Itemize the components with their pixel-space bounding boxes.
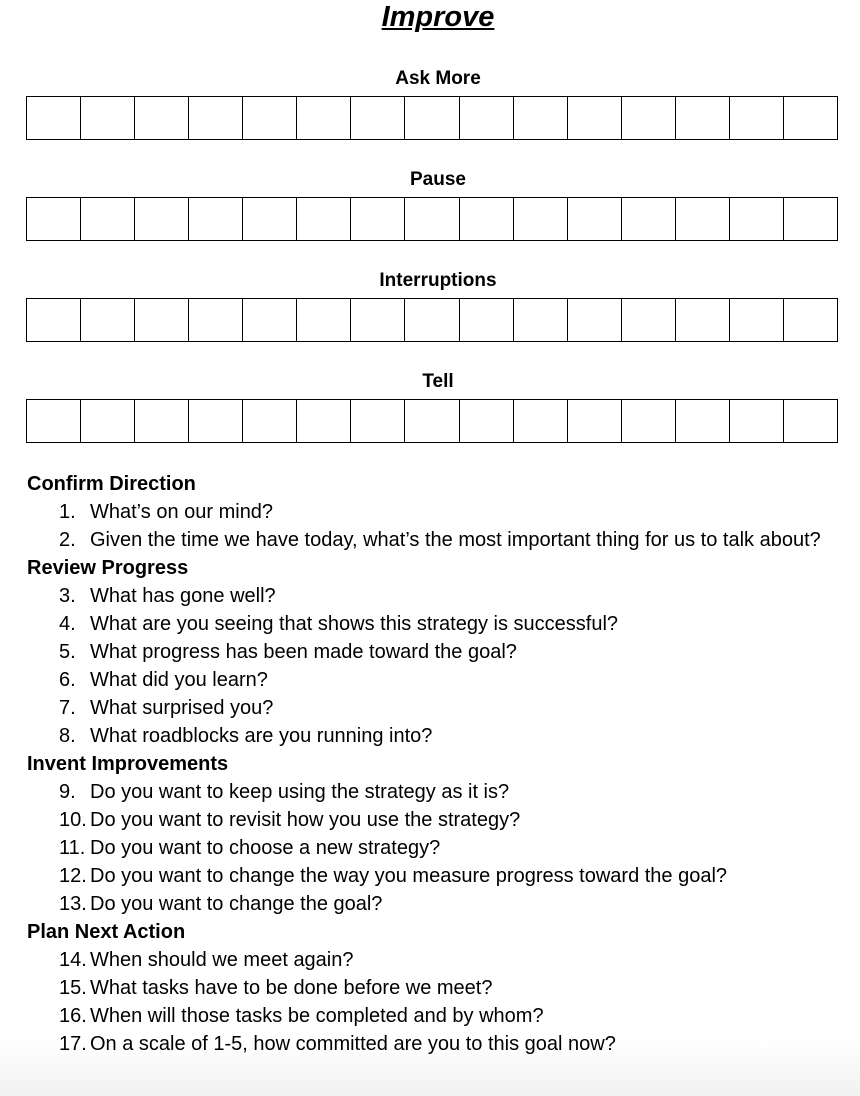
- tally-box: [730, 299, 784, 342]
- tally-box: [676, 97, 730, 140]
- tracker-label: Pause: [410, 169, 466, 190]
- item-text: What did you learn?: [90, 669, 268, 691]
- list-item: [27, 806, 827, 834]
- tally-box: [622, 198, 676, 241]
- tally-box: [514, 299, 568, 342]
- list-item: [27, 1002, 827, 1030]
- tally-grid: [26, 298, 838, 342]
- tally-box: [730, 400, 784, 443]
- tally-box: [27, 400, 81, 443]
- tally-box: [81, 198, 135, 241]
- tally-box: [405, 97, 459, 140]
- list-item: [27, 862, 827, 890]
- tally-box: [243, 400, 297, 443]
- list-item: [27, 526, 827, 554]
- tally-grid: [26, 197, 838, 241]
- tally-box: [243, 97, 297, 140]
- tally-box: [297, 97, 351, 140]
- tally-box: [622, 299, 676, 342]
- tally-box: [27, 299, 81, 342]
- tracker-label: Tell: [422, 371, 454, 392]
- tally-box: [514, 198, 568, 241]
- item-number: 16.: [59, 1005, 87, 1027]
- item-number: 8.: [59, 725, 76, 747]
- tally-box: [351, 299, 405, 342]
- item-number: 3.: [59, 585, 76, 607]
- item-number: 10.: [59, 809, 87, 831]
- tally-grid: [26, 96, 838, 140]
- tally-box: [297, 400, 351, 443]
- item-text: Do you want to change the goal?: [90, 893, 383, 915]
- tally-box: [189, 299, 243, 342]
- tally-box: [189, 97, 243, 140]
- item-number: 17.: [59, 1033, 87, 1055]
- list-item: [27, 834, 827, 862]
- tracker-label: Ask More: [395, 68, 481, 89]
- tally-box: [784, 400, 838, 443]
- tally-box: [568, 97, 622, 140]
- tally-box: [460, 198, 514, 241]
- tally-box: [676, 198, 730, 241]
- list-item: [27, 694, 827, 722]
- item-number: 7.: [59, 697, 76, 719]
- list-item: [27, 974, 827, 1002]
- item-number: 14.: [59, 949, 87, 971]
- item-text: What’s on our mind?: [90, 501, 274, 523]
- tally-grid: [26, 399, 838, 443]
- tally-box: [243, 198, 297, 241]
- item-number: 2.: [59, 529, 76, 551]
- tally-box: [514, 400, 568, 443]
- list-item: [27, 638, 827, 666]
- item-number: 12.: [59, 865, 87, 887]
- item-text: Do you want to keep using the strategy as it is?: [90, 781, 510, 803]
- tally-box: [27, 97, 81, 140]
- list-item: [27, 582, 827, 610]
- item-text: Do you want to choose a new strategy?: [90, 837, 441, 859]
- tally-box: [730, 97, 784, 140]
- item-text: When should we meet again?: [90, 949, 354, 971]
- tally-box: [676, 299, 730, 342]
- tally-box: [514, 97, 568, 140]
- list-item: [27, 498, 827, 526]
- tally-box: [405, 299, 459, 342]
- item-text: Do you want to revisit how you use the strategy?: [90, 809, 521, 831]
- item-text: What tasks have to be done before we meet?: [90, 977, 493, 999]
- item-text: Do you want to change the way you measure progress toward the goal?: [90, 865, 728, 887]
- item-number: 13.: [59, 893, 87, 915]
- tally-box: [784, 299, 838, 342]
- item-text: What progress has been made toward the goal?: [90, 641, 517, 663]
- tally-box: [351, 400, 405, 443]
- item-text: What has gone well?: [90, 585, 276, 607]
- question-list: [27, 470, 827, 1058]
- tally-box: [81, 400, 135, 443]
- tally-box: [405, 198, 459, 241]
- tally-box: [568, 400, 622, 443]
- list-item: [27, 1030, 827, 1058]
- item-text: Given the time we have today, what’s the most important thing for us to talk about?: [90, 529, 821, 551]
- item-text: On a scale of 1-5, how committed are you to this goal now?: [90, 1033, 616, 1055]
- tally-box: [135, 299, 189, 342]
- tally-box: [297, 198, 351, 241]
- tracker-label: Interruptions: [379, 270, 497, 291]
- tally-box: [784, 198, 838, 241]
- item-number: 15.: [59, 977, 87, 999]
- item-number: 9.: [59, 781, 76, 803]
- tally-box: [405, 400, 459, 443]
- item-number: 1.: [59, 501, 76, 523]
- tally-box: [189, 400, 243, 443]
- tally-box: [135, 97, 189, 140]
- tally-box: [460, 400, 514, 443]
- tally-box: [189, 198, 243, 241]
- list-item: [27, 610, 827, 638]
- item-text: When will those tasks be completed and by whom?: [90, 1005, 544, 1027]
- item-text: What surprised you?: [90, 697, 274, 719]
- list-item: [27, 890, 827, 918]
- tally-box: [784, 97, 838, 140]
- list-item: [27, 666, 827, 694]
- section-heading-confirm-direction: Confirm Direction: [27, 473, 196, 495]
- item-number: 4.: [59, 613, 76, 635]
- tally-box: [622, 400, 676, 443]
- item-number: 11.: [59, 837, 86, 859]
- list-item: [27, 778, 827, 806]
- tally-box: [27, 198, 81, 241]
- page-title: Improve: [381, 1, 495, 33]
- tally-box: [81, 299, 135, 342]
- tally-box: [676, 400, 730, 443]
- section-heading-plan-next-action: Plan Next Action: [27, 921, 186, 943]
- tally-box: [730, 198, 784, 241]
- item-text: What are you seeing that shows this strategy is successful?: [90, 613, 619, 635]
- tally-box: [243, 299, 297, 342]
- tally-box: [297, 299, 351, 342]
- tally-box: [622, 97, 676, 140]
- tally-box: [568, 198, 622, 241]
- item-text: What roadblocks are you running into?: [90, 725, 433, 747]
- tally-box: [460, 299, 514, 342]
- item-number: 6.: [59, 669, 76, 691]
- section-heading-review-progress: Review Progress: [27, 557, 189, 579]
- tally-box: [135, 198, 189, 241]
- tally-box: [351, 97, 405, 140]
- tally-box: [81, 97, 135, 140]
- tally-box: [568, 299, 622, 342]
- list-item: [27, 722, 827, 750]
- item-number: 5.: [59, 641, 76, 663]
- tally-box: [460, 97, 514, 140]
- tally-box: [351, 198, 405, 241]
- tally-box: [135, 400, 189, 443]
- section-heading-invent-improvements: Invent Improvements: [27, 753, 229, 775]
- list-item: [27, 946, 827, 974]
